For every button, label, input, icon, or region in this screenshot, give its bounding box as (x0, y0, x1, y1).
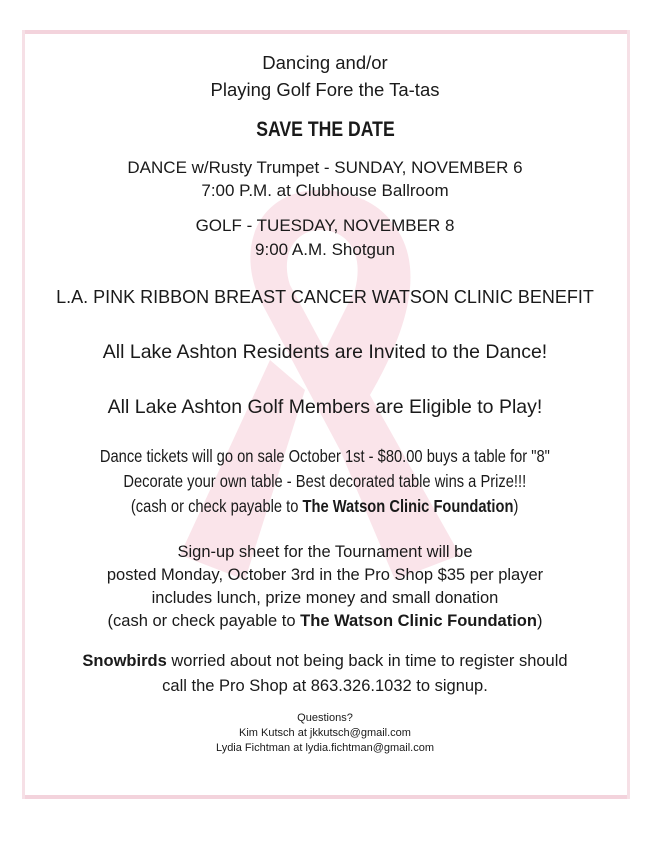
signup-line1: Sign-up sheet for the Tournament will be (177, 543, 473, 561)
contact-kim: Kim Kutsch at jkkutsch@gmail.com (239, 727, 411, 739)
event-title-line2: Playing Golf Fore the Ta-tas (210, 79, 440, 100)
foundation-name: The Watson Clinic Foundation (302, 496, 514, 516)
golfers-invite: All Lake Ashton Golf Members are Eligible to Play! (107, 396, 543, 418)
foundation-name: The Watson Clinic Foundation (300, 612, 537, 630)
dance-time-line: 7:00 P.M. at Clubhouse Ballroom (201, 181, 449, 200)
tickets-line2: Decorate your own table - Best decorated table wins a Prize!!! (123, 471, 527, 491)
page-border-top (22, 30, 628, 34)
save-the-date-heading: SAVE THE DATE (255, 118, 395, 141)
benefit-title: L.A. PINK RIBBON BREAST CANCER WATSON CLINIC BENEFIT (56, 287, 594, 307)
signup-line3: includes lunch, prize money and small donation (151, 589, 499, 607)
snowbirds-line2: call the Pro Shop at 863.326.1032 to signup. (162, 677, 488, 695)
tickets-payment-line: (cash or check payable to The Watson Clinic Foundation) (131, 496, 519, 516)
residents-invite: All Lake Ashton Residents are Invited to the Dance! (102, 341, 548, 363)
snowbirds-label: Snowbirds (82, 652, 167, 670)
tickets-line1: Dance tickets will go on sale October 1st - $80.00 buys a table for "8" (99, 446, 551, 466)
golf-time-line: 9:00 A.M. Shotgun (255, 240, 395, 259)
contact-lydia: Lydia Fichtman at lydia.fichtman@gmail.com (215, 742, 434, 754)
dance-event-line: DANCE w/Rusty Trumpet - SUNDAY, NOVEMBER 6 (127, 158, 523, 177)
snowbirds-line1: Snowbirds worried about not being back in time to register should (82, 652, 568, 670)
page-border-bottom (22, 795, 628, 799)
signup-payment-line: (cash or check payable to The Watson Clinic Foundation) (107, 612, 543, 630)
questions-heading: Questions? (297, 712, 353, 724)
event-title-line1: Dancing and/or (262, 52, 388, 73)
golf-event-line: GOLF - TUESDAY, NOVEMBER 8 (195, 216, 455, 235)
signup-line2: posted Monday, October 3rd in the Pro Shop $35 per player (106, 566, 544, 584)
